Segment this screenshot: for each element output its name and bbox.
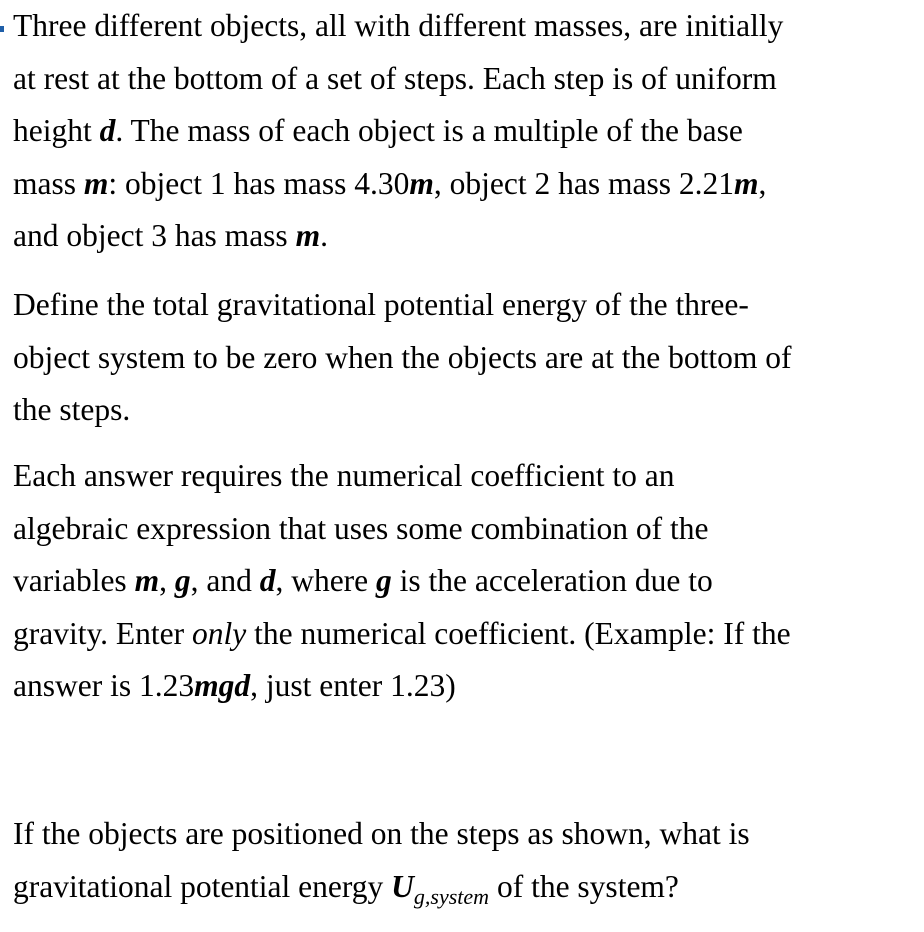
- zero-reference-paragraph: [13, 279, 913, 437]
- text-line: algebraic expression that uses some combination of the: [13, 510, 709, 546]
- variable-m: m: [134, 563, 160, 598]
- variable-d: d: [259, 563, 276, 598]
- text-fragment: . The mass of each object is a multiple of the base: [115, 113, 743, 148]
- variable-d: d: [99, 113, 116, 148]
- text-fragment: : object 1 has mass 4.30: [108, 165, 410, 201]
- left-edge-marker: [0, 26, 4, 32]
- text-fragment: gravitational potential energy: [13, 868, 392, 904]
- variable-m: m: [409, 165, 434, 201]
- variable-m: m: [83, 165, 109, 201]
- text-fragment: , just enter 1.23): [250, 668, 456, 703]
- text-line: [13, 608, 913, 661]
- text-fragment: ,: [758, 165, 767, 201]
- text-fragment: is the acceleration due to: [391, 563, 713, 598]
- problem-intro-paragraph: [13, 0, 913, 263]
- text-line: at rest at the bottom of a set of steps. Each step is of uniform: [13, 60, 777, 96]
- answer-instructions-paragraph: [13, 450, 913, 713]
- text-fragment: gravity. Enter: [13, 615, 193, 651]
- variable-g: g: [376, 563, 392, 598]
- text-fragment: height: [13, 113, 100, 148]
- text-line: [13, 105, 913, 158]
- text-line: Each answer requires the numerical coefficient to an: [13, 458, 675, 493]
- variable-g: g: [174, 563, 191, 598]
- text-line: If the objects are positioned on the steps as shown, what is: [13, 816, 750, 851]
- question-paragraph: [13, 808, 913, 913]
- text-line: [13, 158, 913, 211]
- text-fragment: the numerical coefficient. (Example: If the: [246, 615, 791, 651]
- variable-mgd: mgd: [194, 668, 251, 703]
- variable-m: m: [733, 165, 759, 201]
- text-fragment: and object 3 has mass: [13, 218, 296, 253]
- variable-m: m: [295, 218, 321, 253]
- emphasis-only: only: [192, 615, 247, 651]
- text-fragment: , and: [190, 563, 260, 598]
- subscript-g-system: g,system: [413, 883, 490, 909]
- variable-U: U: [391, 868, 414, 904]
- text-fragment: , object 2 has mass 2.21: [433, 165, 734, 201]
- text-fragment: .: [320, 218, 328, 253]
- text-line: [13, 660, 913, 713]
- text-fragment: ,: [159, 563, 175, 598]
- text-line: the steps.: [13, 392, 131, 427]
- text-fragment: answer is 1.23: [13, 668, 195, 703]
- text-line: Three different objects, all with different masses, are initially: [13, 8, 784, 43]
- text-line: [13, 210, 913, 263]
- text-line: object system to be zero when the objects are at the bottom of: [13, 339, 792, 375]
- text-line: [13, 555, 913, 608]
- text-fragment: variables: [13, 563, 135, 598]
- text-fragment: mass: [13, 165, 84, 201]
- text-line: Define the total gravitational potential energy of the three-: [13, 287, 749, 322]
- text-fragment: , where: [275, 563, 377, 598]
- text-line: [13, 861, 913, 914]
- text-fragment: of the system?: [489, 868, 679, 904]
